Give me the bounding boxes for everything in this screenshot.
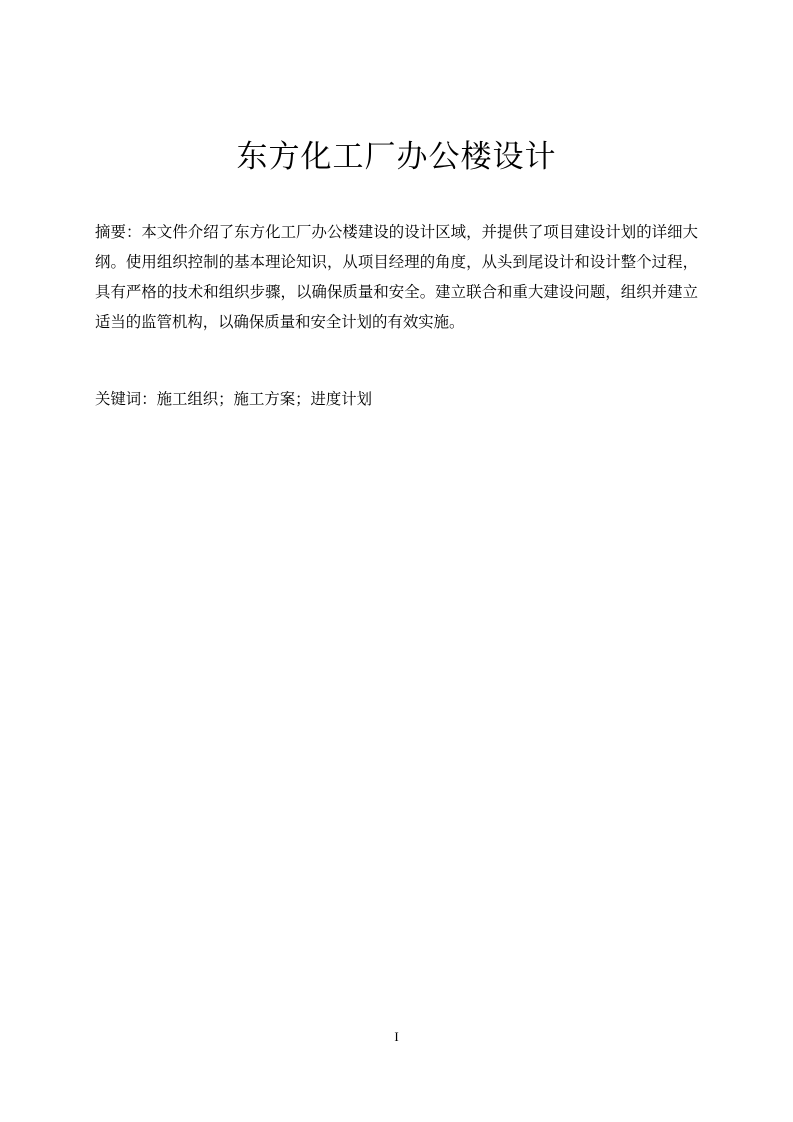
keywords-line [95, 384, 698, 414]
abstract-separator: ： [125, 223, 142, 241]
document-title: 东方化工厂办公楼设计 [236, 139, 557, 175]
page-number: I [394, 1029, 399, 1044]
keywords-separator: ： [141, 390, 157, 408]
abstract-paragraph [95, 217, 698, 337]
keywords-label: 关键词 [95, 390, 142, 408]
abstract-label: 摘要 [95, 223, 126, 241]
abstract-text: 本文件介绍了东方化工厂办公楼建设的设计区域，并提供了项目建设计划的详细大纲。使用组织控制的基本理论知识，从项目经理的角度，从头到尾设计和设计整个过程，具有严格的技术和组织步骤，以确保质量和安全。建立联合和重大建设问题，组织并建立适当的监管机构，以确保质量和安全计划的有效实施。 [95, 223, 698, 331]
keywords-text: 施工组织；施工方案；进度计划 [156, 390, 373, 408]
